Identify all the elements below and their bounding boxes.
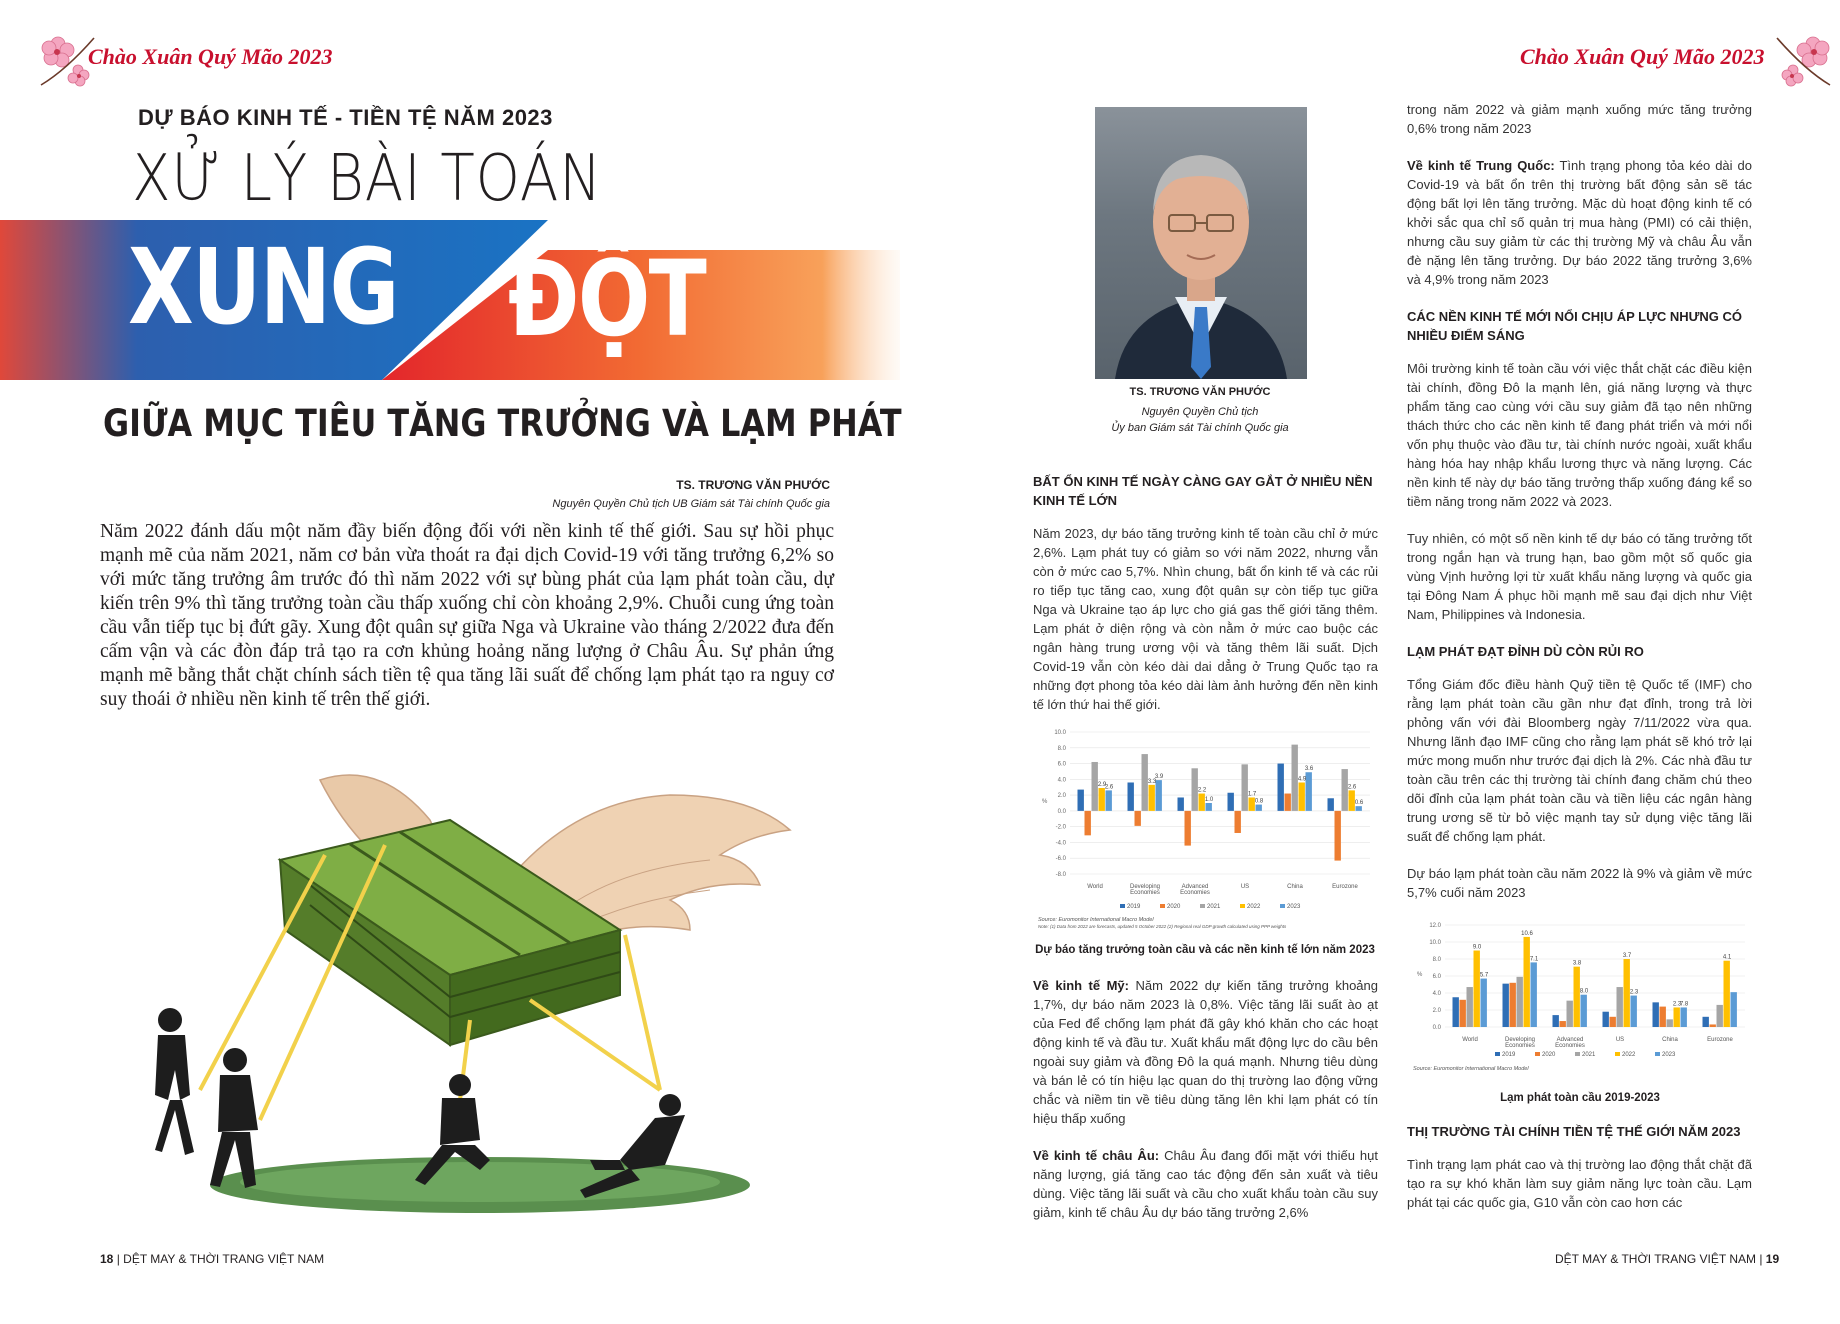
- chart-note: Note: (1) Data from 2022 are forecasts, updated 5 October 2022 (2) Regional real GDP growth calculated using PPP weights: [1038, 924, 1287, 929]
- bar: [1285, 794, 1291, 811]
- legend-label: 2023: [1662, 1052, 1676, 1058]
- bar: [1453, 997, 1459, 1027]
- y-tick-label: 6.0: [1057, 761, 1066, 768]
- x-tick-label: Economies: [1505, 1043, 1535, 1049]
- chart-source-note: Source: Euromonitor International Macro Model: [1413, 1066, 1529, 1072]
- body-paragraph-china: [1407, 156, 1752, 289]
- bar: [1128, 782, 1134, 810]
- x-tick-label: Economies: [1130, 890, 1160, 896]
- bar: [1085, 811, 1091, 835]
- bar: [1306, 772, 1312, 811]
- bar: [1674, 1007, 1680, 1027]
- legend-swatch: [1160, 904, 1165, 908]
- x-tick-label: World: [1087, 884, 1103, 890]
- bar: [1731, 992, 1737, 1027]
- article-kicker: DỰ BÁO KINH TẾ - TIỀN TỆ NĂM 2023: [138, 105, 553, 130]
- data-label: 4.9: [1297, 776, 1307, 783]
- x-tick-label: Developing: [1504, 1037, 1536, 1043]
- bar: [1156, 780, 1162, 811]
- bar: [1106, 790, 1112, 811]
- legend-swatch: [1655, 1052, 1660, 1056]
- body-paragraph: Tổng Giám đốc điều hành Quỹ tiền tệ Quốc tế (IMF) cho rằng lạm phát toàn cầu gần như đạt đỉnh, trong trả lời phỏng vấn với đài Bloomberg ngày 7/11/2022 vừa qua. Nhưng lãnh đạo IMF cũng cho rằng lạm phát sẽ khó trở lại mức mong muốn như trước đại dịch là 2%. Các nhà đầu tư toàn cầu trên các thị trường tài chính đang chăm chú theo dõi đỉnh của lạm phát toàn cầu và tiền liệu các ngân hàng trung ương sẽ từ bỏ việc mạnh tay sử dụng việc tăng lãi suất để chống lạm phát.: [1407, 677, 1752, 844]
- data-label: 3.6: [1304, 766, 1314, 773]
- data-label: 9.0: [1472, 944, 1482, 951]
- legend-swatch: [1535, 1052, 1540, 1056]
- bar: [1228, 793, 1234, 811]
- bar: [1610, 1017, 1616, 1027]
- bar: [1524, 937, 1530, 1027]
- bar: [1328, 798, 1334, 811]
- bar: [1178, 797, 1184, 810]
- bar: [1553, 1015, 1559, 1027]
- data-label: 3.8: [1572, 960, 1582, 967]
- bar: [1256, 805, 1262, 811]
- bar: [1299, 782, 1305, 810]
- header-title-left: Chào Xuân Quý Mão 2023: [88, 44, 333, 69]
- bar: [1356, 806, 1362, 811]
- page-number-right: 19: [1765, 1252, 1780, 1266]
- bar: [1560, 1021, 1566, 1027]
- data-label: 2.6: [1347, 784, 1357, 791]
- bar: [1242, 764, 1248, 811]
- legend-label: 2020: [1167, 904, 1181, 910]
- section-heading: THỊ TRƯỜNG TÀI CHÍNH TIỀN TỆ THẾ GIỚI NĂM 2023: [1407, 1124, 1741, 1139]
- cherry-blossom-icon: [36, 30, 96, 90]
- photo-caption-role1: Nguyên Quyền Chủ tịch: [1141, 406, 1259, 418]
- body-paragraph: Tuy nhiên, có một số nền kinh tế dự báo có tăng trưởng tốt trong ngắn hạn và trung hạn, bao gồm một số quốc gia vùng Vịnh hưởng lợi từ xuất khẩu năng lượng và quốc gia tại Đông Nam Á phục hồi mạnh mẽ sau đại dịch như Việt Nam, Philippines và Indonesia.: [1407, 531, 1752, 622]
- bar: [1078, 790, 1084, 811]
- legend-label: 2021: [1582, 1052, 1596, 1058]
- bar: [1135, 811, 1141, 826]
- x-tick-label: Eurozone: [1707, 1037, 1733, 1043]
- page-number-left: 18: [100, 1252, 114, 1266]
- legend-swatch: [1495, 1052, 1500, 1056]
- data-label: 5.7: [1479, 972, 1489, 979]
- body-paragraph-us: [1033, 976, 1378, 1128]
- section-heading: CÁC NỀN KINH TẾ MỚI NỔI CHỊU ÁP LỰC NHƯNG CÓ NHIỀU ĐIỂM SÁNG: [1407, 309, 1743, 343]
- tug-of-war-illustration: [150, 760, 870, 1220]
- byline-name: TS. TRƯƠNG VĂN PHƯỚC: [676, 478, 830, 492]
- data-label: 1.7: [1247, 791, 1257, 798]
- data-label: 7.1: [1529, 956, 1539, 963]
- data-label: 4.1: [1722, 954, 1732, 961]
- x-tick-label: World: [1462, 1037, 1478, 1043]
- legend-label: 2019: [1127, 904, 1141, 910]
- bar: [1460, 1000, 1466, 1027]
- section-heading: BẤT ỔN KINH TẾ NGÀY CÀNG GAY GẮT Ở NHIỀU NỀN KINH TẾ LỚN: [1033, 474, 1373, 508]
- bar: [1567, 1001, 1573, 1027]
- bar: [1278, 764, 1284, 811]
- x-tick-label: US: [1240, 884, 1250, 890]
- legend-swatch: [1240, 904, 1245, 908]
- inflation-chart: [1405, 915, 1755, 1075]
- bar: [1531, 962, 1537, 1027]
- bar: [1481, 979, 1487, 1027]
- x-tick-label: Economies: [1180, 890, 1210, 896]
- bar: [1574, 967, 1580, 1027]
- legend-label: 2022: [1247, 904, 1261, 910]
- footer-magazine-right: DỆT MAY & THỜI TRANG VIỆT NAM: [1555, 1252, 1756, 1266]
- data-label: 2.3: [1672, 1001, 1682, 1008]
- y-tick-label: 12.0: [1429, 923, 1441, 929]
- bar: [1503, 984, 1509, 1027]
- legend-label: 2020: [1542, 1052, 1556, 1058]
- article-title-line1: XỬ LÝ BÀI TOÁN: [132, 142, 603, 216]
- x-tick-label: US: [1615, 1037, 1625, 1043]
- bar: [1517, 977, 1523, 1027]
- bar: [1660, 1007, 1666, 1027]
- bar: [1467, 987, 1473, 1027]
- y-tick-label: 6.0: [1432, 974, 1441, 980]
- y-tick-label: -6.0: [1055, 856, 1066, 863]
- article-subtitle: GIỮA MỤC TIÊU TĂNG TRƯỞNG VÀ LẠM PHÁT: [103, 402, 902, 445]
- paragraph-lead-label: Về kinh tế châu Âu:: [1033, 1148, 1160, 1163]
- bar: [1185, 811, 1191, 846]
- bar: [1510, 983, 1516, 1027]
- x-tick-label: Advanced: [1556, 1037, 1584, 1043]
- bar: [1717, 1005, 1723, 1027]
- data-label: 3.3: [1147, 778, 1157, 785]
- column-1-bottom: [1033, 976, 1378, 1240]
- legend-swatch: [1615, 1052, 1620, 1056]
- paragraph-lead-label: Về kinh tế Trung Quốc:: [1407, 158, 1555, 173]
- cherry-blossom-icon: [1775, 30, 1835, 90]
- paragraph-text: Tình trạng phong tỏa kéo dài do Covid-19 và bất ổn trên thị trường bất động sản sẽ tác động bất lợi lên tăng trưởng. Mặc dù hoạt động kinh tế có khởi sắc qua chỉ số quản trị mua hàng (PMI) có cải thiện, nhưng cầu suy giảm từ các thị trường Mỹ và châu Âu vẫn đè nặng lên tăng trưởng. Dự báo 2022 tăng trưởng 3,6% và 4,9% trong năm 2023: [1407, 158, 1752, 287]
- column-2-bottom: [1407, 1122, 1752, 1230]
- footer-right: DỆT MAY & THỜI TRANG VIỆT NAM | 19: [1555, 1252, 1780, 1266]
- data-label: 2.6: [1104, 784, 1114, 791]
- bar: [1724, 961, 1730, 1027]
- x-tick-label: Developing: [1129, 884, 1161, 890]
- legend-swatch: [1575, 1052, 1580, 1056]
- bar: [1149, 785, 1155, 811]
- paragraph-lead-label: Về kinh tế Mỹ:: [1033, 978, 1129, 993]
- byline-role: Nguyên Quyền Chủ tịch UB Giám sát Tài chính Quốc gia: [552, 498, 830, 510]
- y-tick-label: 4.0: [1057, 777, 1066, 784]
- body-paragraph: Năm 2023, dự báo tăng trưởng kinh tế toàn cầu chỉ ở mức 2,6%. Lạm phát tuy có giảm so với năm 2022, nhưng vẫn còn ở mức cao 5,7%. Nhìn chung, bất ổn kinh tế và các rủi ro tiếp tục tăng cao, xung đột quân sự còn tiếp tục giữa Nga và Ukraine tạo áp lực cho giá gas thế giới tăng thêm. Lạm phát ở diện rộng và còn nằm ở mức cao buộc các ngân hàng trung ương vội và tăng thêm lãi suất. Dịch Covid-19 vẫn còn kéo dài dai dẳng ở Trung Quốc tạo ra những đợt phong tỏa kéo dài làm ảnh hưởng đến nền kinh tế lớn thứ hai thế giới.: [1033, 526, 1378, 712]
- x-tick-label: China: [1662, 1037, 1678, 1043]
- data-label: 7.8: [1679, 1001, 1689, 1008]
- photo-caption-role2: Ủy ban Giám sát Tài chính Quốc gia: [1111, 422, 1289, 434]
- legend-swatch: [1280, 904, 1285, 908]
- bar: [1335, 811, 1341, 861]
- y-tick-label: 0.0: [1432, 1025, 1441, 1031]
- section-heading: LẠM PHÁT ĐẠT ĐỈNH DÙ CÒN RỦI RO: [1407, 644, 1644, 659]
- author-portrait: [1095, 107, 1307, 379]
- body-paragraph: trong năm 2022 và giảm mạnh xuống mức tăng trưởng 0,6% trong năm 2023: [1407, 102, 1752, 136]
- body-paragraph: Môi trường kinh tế toàn cầu với việc thắt chặt các điều kiện tài chính, đồng Đô la mạnh lên, giá năng lượng và thực phẩm tăng cao cùng với cầu suy giảm đã tạo nên những thách thức cho các nền kinh tế đang phát triển và mới nổi vốn phụ thuộc vào đầu tư, tài chính nước ngoài, xuất khẩu hàng hóa hay nhập khẩu lương thực và năng lượng. Các nền kinh tế này dự báo tăng trưởng thấp xuống đáng kể so tiềm năng trong năm 2022 và 2023.: [1407, 361, 1752, 509]
- legend-swatch: [1200, 904, 1205, 908]
- legend-label: 2021: [1207, 904, 1221, 910]
- bar: [1653, 1002, 1659, 1027]
- y-tick-label: 8.0: [1432, 957, 1441, 963]
- footer-magazine-left: DỆT MAY & THỜI TRANG VIỆT NAM: [123, 1252, 325, 1266]
- y-tick-label: 4.0: [1432, 991, 1441, 997]
- bar: [1474, 951, 1480, 1028]
- y-tick-label: -2.0: [1055, 824, 1066, 831]
- data-label: 1.0: [1204, 797, 1214, 803]
- y-tick-label: 8.0: [1057, 745, 1066, 752]
- y-tick-label: -8.0: [1055, 872, 1066, 878]
- legend-label: 2019: [1502, 1052, 1516, 1058]
- lead-paragraph: Năm 2022 đánh dấu một năm đầy biến động đối với nền kinh tế thế giới. Sau sự hồi phục mạnh mẽ của năm 2021, năm cơ bản vừa thoát ra đại dịch Covid-19 với tăng trưởng 6,2% so với mức tăng trưởng âm trước đó thì năm 2022 với sự bùng phát của lạm phát toàn cầu, dự kiến trên 9% thì tăng trưởng toàn cầu thấp xuống chỉ còn khoảng 2,9%. Chuỗi cung ứng toàn cầu vẫn tiếp tục bị đứt gãy. Xung đột quân sự giữa Nga và Ukraine vào tháng 2/2022 đưa đến cấm vận và các đòn đáp trả tạo ra cơn khủng hoảng năng lượng ở Châu Âu. Sự phản ứng mạnh mẽ bằng thắt chặt chính sách tiền tệ qua tăng lãi suất để chống lạm phát tạo ra nguy cơ suy thoái ở nhiều nền kinh tế trên thế giới.: [100, 521, 834, 710]
- bar: [1681, 1007, 1687, 1027]
- x-tick-label: Economies: [1555, 1043, 1585, 1049]
- x-tick-label: China: [1287, 884, 1303, 890]
- data-label: 2.3: [1629, 989, 1639, 996]
- header-title-right: Chào Xuân Quý Mão 2023: [1520, 44, 1765, 69]
- chart2-caption: Lạm phát toàn cầu 2019-2023: [1500, 1092, 1660, 1104]
- column-1-top: [1033, 472, 1378, 732]
- data-label: 3.7: [1622, 953, 1632, 959]
- y-tick-label: 2.0: [1057, 793, 1066, 800]
- title-word-dot: ĐỘT: [508, 238, 706, 360]
- photo-caption-name: TS. TRƯƠNG VĂN PHƯỚC: [1129, 386, 1271, 398]
- y-tick-label: 0.0: [1057, 808, 1066, 815]
- data-label: 10.6: [1521, 930, 1533, 937]
- bar: [1631, 996, 1637, 1027]
- body-paragraph-eu: [1033, 1146, 1378, 1222]
- data-label: 2.2: [1197, 787, 1207, 794]
- bar: [1099, 788, 1105, 811]
- y-axis-label: %: [1042, 799, 1048, 805]
- legend-label: 2023: [1287, 904, 1301, 910]
- data-label: 0.8: [1254, 798, 1264, 805]
- bar: [1581, 995, 1587, 1027]
- bar: [1206, 803, 1212, 811]
- bar: [1235, 811, 1241, 833]
- y-tick-label: 10.0: [1054, 730, 1066, 736]
- x-tick-label: Eurozone: [1332, 884, 1358, 890]
- chart1-caption: Dự báo tăng trưởng toàn cầu và các nền kinh tế lớn năm 2023: [1035, 944, 1375, 956]
- legend-label: 2022: [1622, 1052, 1636, 1058]
- bar: [1703, 1017, 1709, 1027]
- bar: [1667, 1019, 1673, 1027]
- x-tick-label: Advanced: [1181, 884, 1209, 890]
- data-label: 8.0: [1579, 988, 1589, 995]
- y-tick-label: 10.0: [1429, 940, 1441, 946]
- y-axis-label: %: [1417, 972, 1423, 978]
- footer-left: 18 | DỆT MAY & THỜI TRANG VIỆT NAM: [100, 1252, 325, 1266]
- data-label: 3.9: [1154, 774, 1164, 781]
- paragraph-text: Năm 2022 dự kiến tăng trưởng khoảng 1,7%, dự báo năm 2023 là 0,8%. Việc tăng lãi suất ào ạt của Fed để chống lạm phát đã gây khó khăn cho các hoạt động kinh tế và đầu tư. Xuất khẩu mất động lực do cầu bên ngoài suy giảm và đồng Đô la quá mạnh. Nhưng tiêu dùng và bán lẻ có tín hiệu lạc quan do thị trường lao động vững chắc và niềm tin về tiêu dùng tăng lên khi lạm phát có tín hiệu thấp xuống: [1033, 978, 1378, 1126]
- data-label: 2.9: [1097, 782, 1107, 789]
- title-word-xung: XUNG: [128, 226, 398, 348]
- y-tick-label: 2.0: [1432, 1008, 1441, 1014]
- y-tick-label: -4.0: [1055, 840, 1066, 847]
- body-paragraph: Dự báo lạm phát toàn cầu năm 2022 là 9% và giảm về mức 5,7% cuối năm 2023: [1407, 866, 1752, 900]
- chart-source-note: Source: Euromonitor International Macro Model: [1038, 917, 1154, 923]
- column-2-top: [1407, 100, 1752, 920]
- data-label: 0.6: [1354, 800, 1364, 807]
- bar: [1603, 1012, 1609, 1027]
- body-paragraph: Tình trạng lạm phát cao và thị trường lao động thắt chặt đã tạo ra sự khó khăn làm suy giảm năng lực toàn cầu. Lạm phát tại các quốc gia, G10 vẫn còn cao hơn các: [1407, 1157, 1752, 1210]
- growth-forecast-chart: [1030, 722, 1380, 934]
- paragraph-text: Châu Âu đang đối mặt với thiếu hụt năng lượng, giá tăng cao tác động đến sản xuất và tiêu dùng. Việc tăng lãi suất và cầu cho xuất khẩu toàn cầu suy giảm, kinh tế châu Âu dự báo tăng trưởng 2,6%: [1033, 1148, 1378, 1220]
- legend-swatch: [1120, 904, 1125, 908]
- bar: [1617, 987, 1623, 1027]
- bar: [1710, 1024, 1716, 1027]
